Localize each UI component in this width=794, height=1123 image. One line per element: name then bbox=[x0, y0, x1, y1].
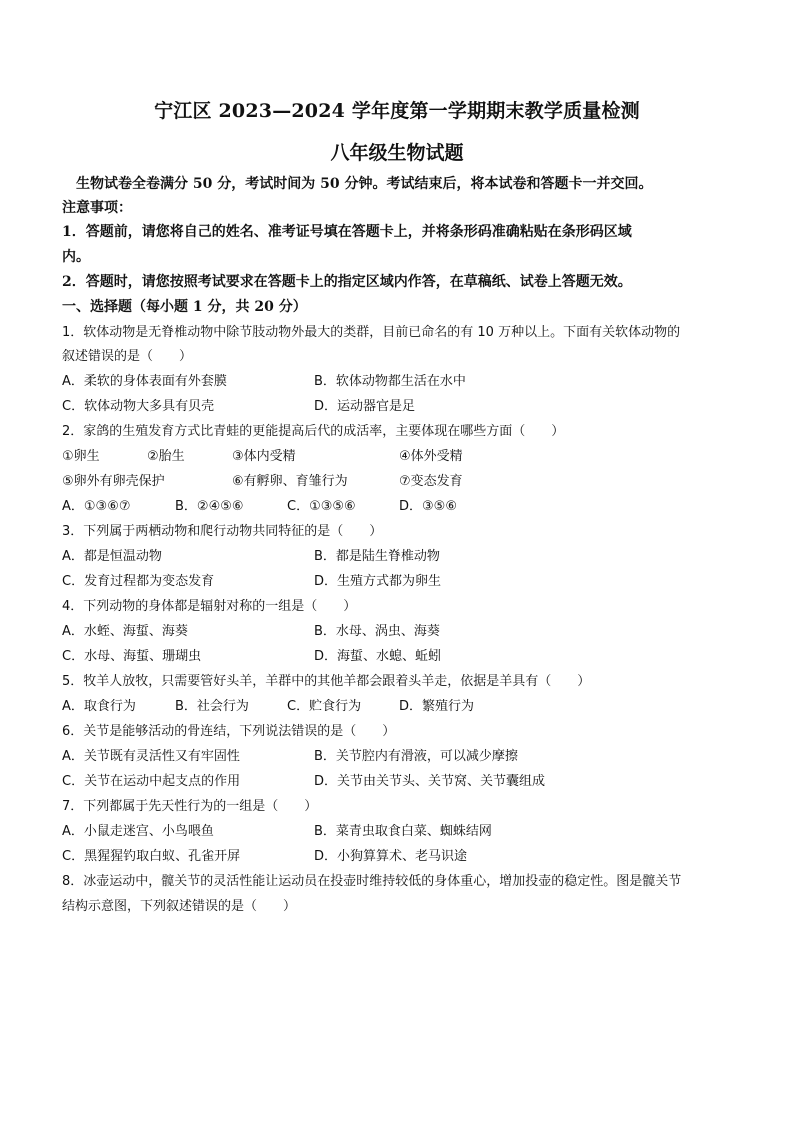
question-5-option-a: A．取食行为 bbox=[62, 699, 136, 714]
question-2-item-7: ⑦变态发育 bbox=[399, 474, 463, 489]
question-1-option-c: C．软体动物大多具有贝壳 bbox=[62, 399, 215, 414]
question-3-option-b: B．都是陆生脊椎动物 bbox=[314, 549, 440, 564]
question-1-stem-line-1: 1．软体动物是无脊椎动物中除节肢动物外最大的类群，目前已命名的有 10 万种以上。下面有关软体动物的 bbox=[62, 325, 681, 340]
question-5-option-d: D．繁殖行为 bbox=[399, 699, 475, 714]
question-5-stem: 5．牧羊人放牧，只需要管好头羊，羊群中的其他羊都会跟着头羊走，依据是羊具有（ ） bbox=[62, 674, 591, 689]
question-6-option-b: B．关节腔内有滑液，可以减少摩擦 bbox=[314, 749, 518, 764]
question-6-stem: 6．关节是能够活动的骨连结，下列说法错误的是（ ） bbox=[62, 724, 396, 739]
question-6-option-a: A．关节既有灵活性又有牢固性 bbox=[62, 749, 240, 764]
note-1-line-1: 1．答题前，请您将自己的姓名、准考证号填在答题卡上，并将条形码准确粘贴在条形码区域 bbox=[62, 224, 632, 240]
question-1-option-a: A．柔软的身体表面有外套膜 bbox=[62, 374, 227, 389]
question-2-stem: 2．家鸽的生殖发育方式比青蛙的更能提高后代的成活率，主要体现在哪些方面（ ） bbox=[62, 424, 565, 439]
question-5-option-b: B．社会行为 bbox=[175, 699, 249, 714]
question-3-option-c: C．发育过程都为变态发育 bbox=[62, 574, 215, 589]
question-6-option-c: C．关节在运动中起支点的作用 bbox=[62, 774, 241, 789]
question-4-option-c: C．水母、海蜇、珊瑚虫 bbox=[62, 649, 202, 664]
question-4-stem: 4．下列动物的身体都是辐射对称的一组是（ ） bbox=[62, 599, 357, 614]
section-heading: 一、选择题（每小题 1 分，共 20 分） bbox=[62, 299, 307, 315]
question-2-option-c: C．①③⑤⑥ bbox=[287, 499, 356, 514]
question-1-option-b: B．软体动物都生活在水中 bbox=[314, 374, 466, 389]
note-2: 2．答题时，请您按照考试要求在答题卡上的指定区域内作答，在草稿纸、试卷上答题无效。 bbox=[62, 274, 632, 290]
question-7-option-b: B．菜青虫取食白菜、蜘蛛结网 bbox=[314, 824, 492, 839]
question-2-option-d: D．③⑤⑥ bbox=[399, 499, 457, 514]
question-5-option-c: C．贮食行为 bbox=[287, 699, 362, 714]
question-2-item-1: ①卵生 bbox=[62, 449, 100, 464]
exam-subtitle bbox=[0, 138, 794, 165]
question-3-option-d: D．生殖方式都为卵生 bbox=[314, 574, 442, 589]
notes-title: 注意事项： bbox=[62, 200, 132, 216]
exam-info: 生物试卷全卷满分 50 分，考试时间为 50 分钟。考试结束后，将本试卷和答题卡一并交回。 bbox=[76, 176, 653, 192]
question-3-stem: 3．下列属于两栖动物和爬行动物共同特征的是（ ） bbox=[62, 524, 383, 539]
question-2-item-5: ⑤卵外有卵壳保护 bbox=[62, 474, 165, 489]
question-7-option-a: A．小鼠走迷宫、小鸟喂鱼 bbox=[62, 824, 214, 839]
question-2-item-4: ④体外受精 bbox=[399, 449, 463, 464]
note-1-line-2: 内。 bbox=[62, 249, 90, 265]
question-1-stem-line-2: 叙述错误的是（ ） bbox=[62, 349, 193, 364]
question-4-option-a: A．水蛭、海蜇、海葵 bbox=[62, 624, 188, 639]
exam-title bbox=[0, 96, 794, 123]
question-7-stem: 7．下列都属于先天性行为的一组是（ ） bbox=[62, 799, 318, 814]
question-8-stem-line-1: 8．冰壶运动中，髋关节的灵活性能让运动员在投壶时维持较低的身体重心，增加投壶的稳定性。图是髋关节 bbox=[62, 874, 682, 889]
question-8-stem-line-2: 结构示意图，下列叙述错误的是（ ） bbox=[62, 899, 297, 914]
question-2-item-2: ②胎生 bbox=[147, 449, 185, 464]
question-2-item-6: ⑥有孵卵、育雏行为 bbox=[232, 474, 348, 489]
question-7-option-d: D．小狗算算术、老马识途 bbox=[314, 849, 468, 864]
question-4-option-d: D．海蜇、水螅、蚯蚓 bbox=[314, 649, 442, 664]
question-6-option-d: D．关节由关节头、关节窝、关节囊组成 bbox=[314, 774, 546, 789]
question-4-option-b: B．水母、涡虫、海葵 bbox=[314, 624, 440, 639]
exam-title-text: 宁江区 2023—2024 学年度第一学期期末教学质量检测 bbox=[154, 100, 640, 122]
exam-subtitle-text: 八年级生物试题 bbox=[330, 142, 464, 164]
question-2-option-a: A．①③⑥⑦ bbox=[62, 499, 131, 514]
question-2-option-b: B．②④⑤⑥ bbox=[175, 499, 244, 514]
question-1-option-d: D．运动器官是足 bbox=[314, 399, 416, 414]
question-7-option-c: C．黑猩猩钓取白蚁、孔雀开屏 bbox=[62, 849, 241, 864]
question-2-item-3: ③体内受精 bbox=[232, 449, 296, 464]
question-3-option-a: A．都是恒温动物 bbox=[62, 549, 162, 564]
